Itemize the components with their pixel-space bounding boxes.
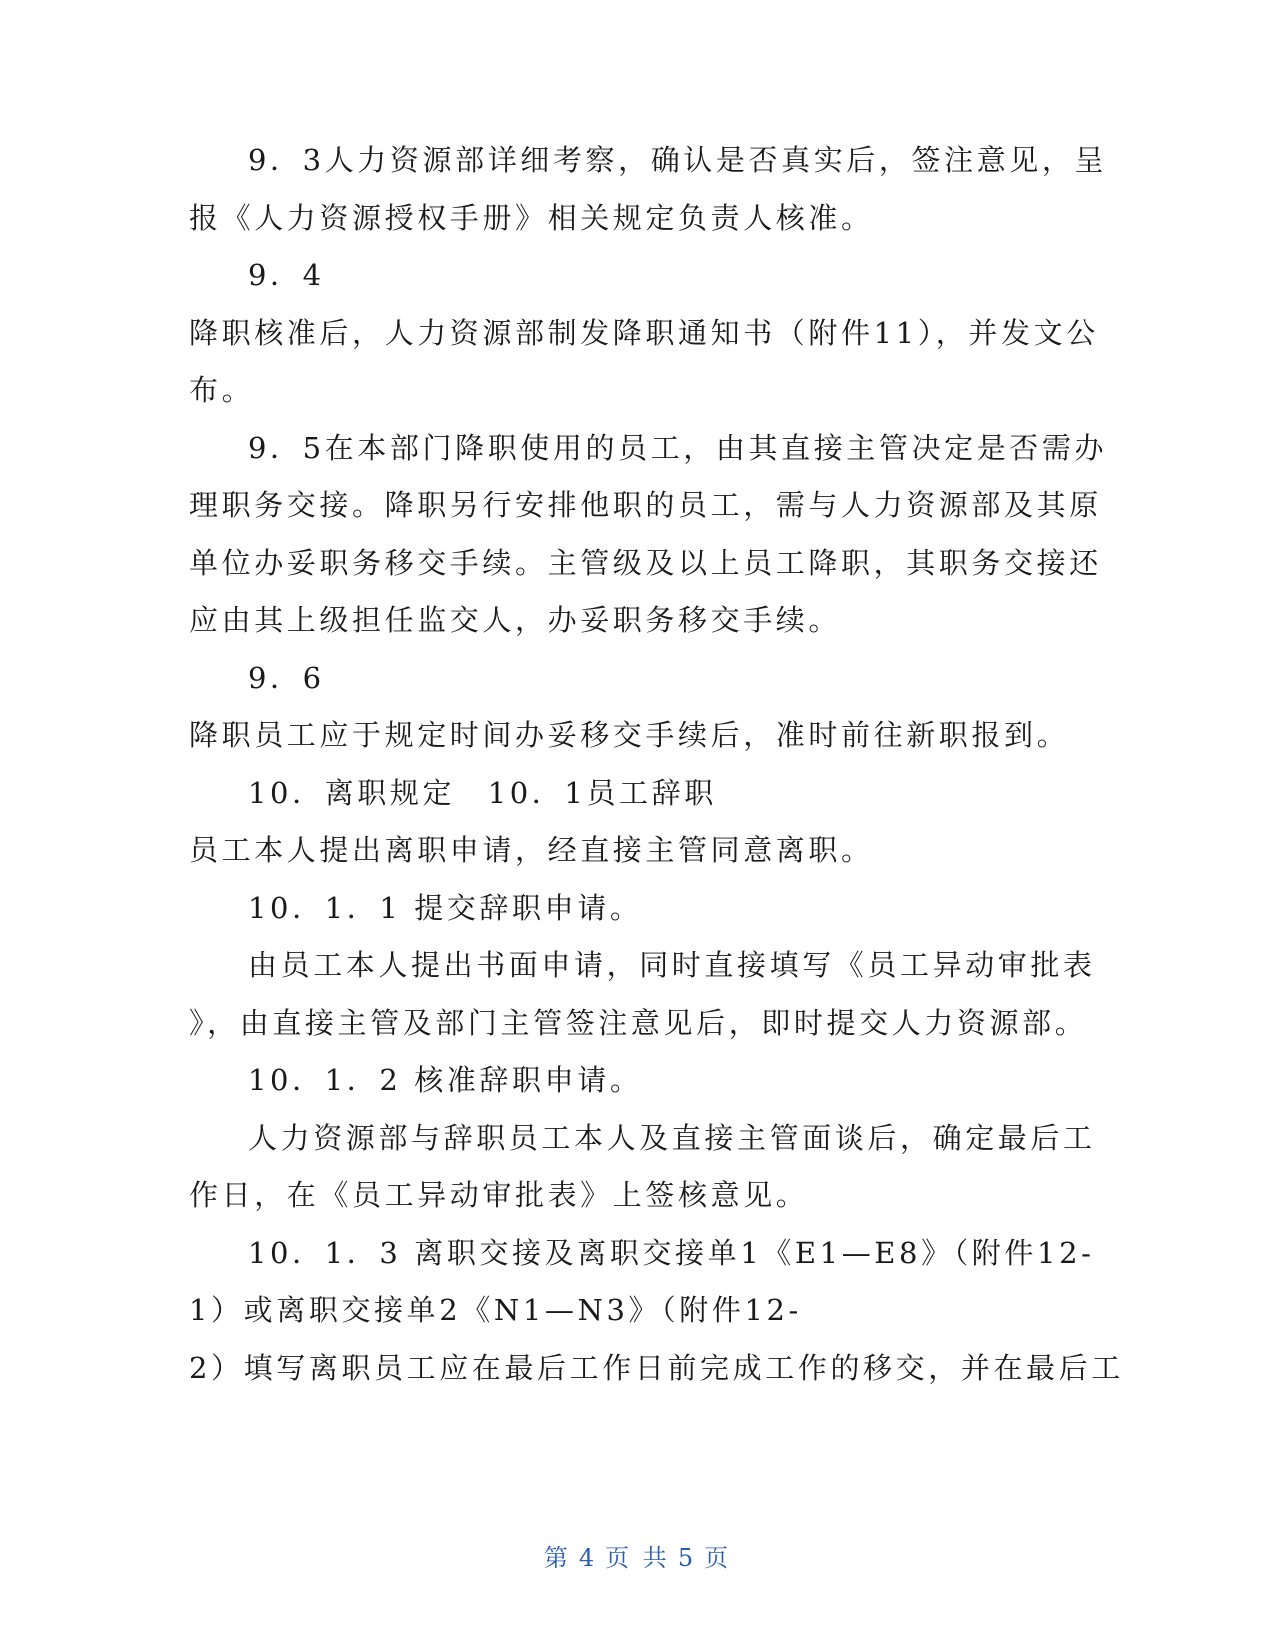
text-line: 9．4 [248, 258, 325, 292]
footer-current-page: 4 [578, 1544, 598, 1572]
text-line: 布。 [189, 373, 255, 407]
text-line: 应由其上级担任监交人，办妥职务移交手续。 [189, 603, 842, 637]
text-line: 1）或离职交接单2《N1—N3》（附件12- [189, 1293, 802, 1327]
text-line: 作日，在《员工异动审批表》上签核意见。 [189, 1178, 809, 1212]
footer-total-pages: 5 [677, 1544, 697, 1572]
text-line: 降职核准后，人力资源部制发降职通知书（附件11），并发文公 [189, 315, 1099, 350]
text-line: 由员工本人提出书面申请，同时直接填写《员工异动审批表 [248, 948, 1096, 982]
footer-suffix: 页 [704, 1544, 732, 1572]
text-line: 降职员工应于规定时间办妥移交手续后，准时前往新职报到。 [189, 718, 1070, 752]
text-line: 9．5在本部门降职使用的员工，由其直接主管决定是否需办 [248, 430, 1108, 465]
text-line: 10．1．2 核准辞职申请。 [248, 1063, 643, 1097]
text-line: 员工本人提出离职申请，经直接主管同意离职。 [189, 833, 874, 867]
footer-prefix: 第 [543, 1544, 571, 1572]
text-line: 9．3人力资源部详细考察，确认是否真实后，签注意见，呈 [248, 143, 1108, 177]
text-line: 单位办妥职务移交手续。主管级及以上员工降职，其职务交接还 [189, 545, 1102, 580]
text-line: 10．离职规定 10．1员工辞职 [248, 775, 717, 810]
page-footer [0, 1538, 1275, 1573]
text-line: 人力资源部与辞职员工本人及直接主管面谈后，确定最后工 [248, 1120, 1096, 1155]
footer-middle: 页 共 [605, 1544, 670, 1572]
text-line: 10．1．1 提交辞职申请。 [248, 890, 643, 925]
text-line: 9．6 [248, 660, 325, 695]
text-line: 2）填写离职员工应在最后工作日前完成工作的移交，并在最后工 [189, 1350, 1124, 1385]
text-line: 10．1．3 离职交接及离职交接单1《E1—E8》（附件12- [248, 1235, 1095, 1270]
text-line: 理职务交接。降职另行安排他职的员工，需与人力资源部及其原 [189, 488, 1102, 522]
text-line: 》，由直接主管及部门主管签注意见后，即时提交人力资源部。 [189, 1005, 1088, 1040]
text-line: 报《人力资源授权手册》相关规定负责人核准。 [189, 200, 874, 235]
